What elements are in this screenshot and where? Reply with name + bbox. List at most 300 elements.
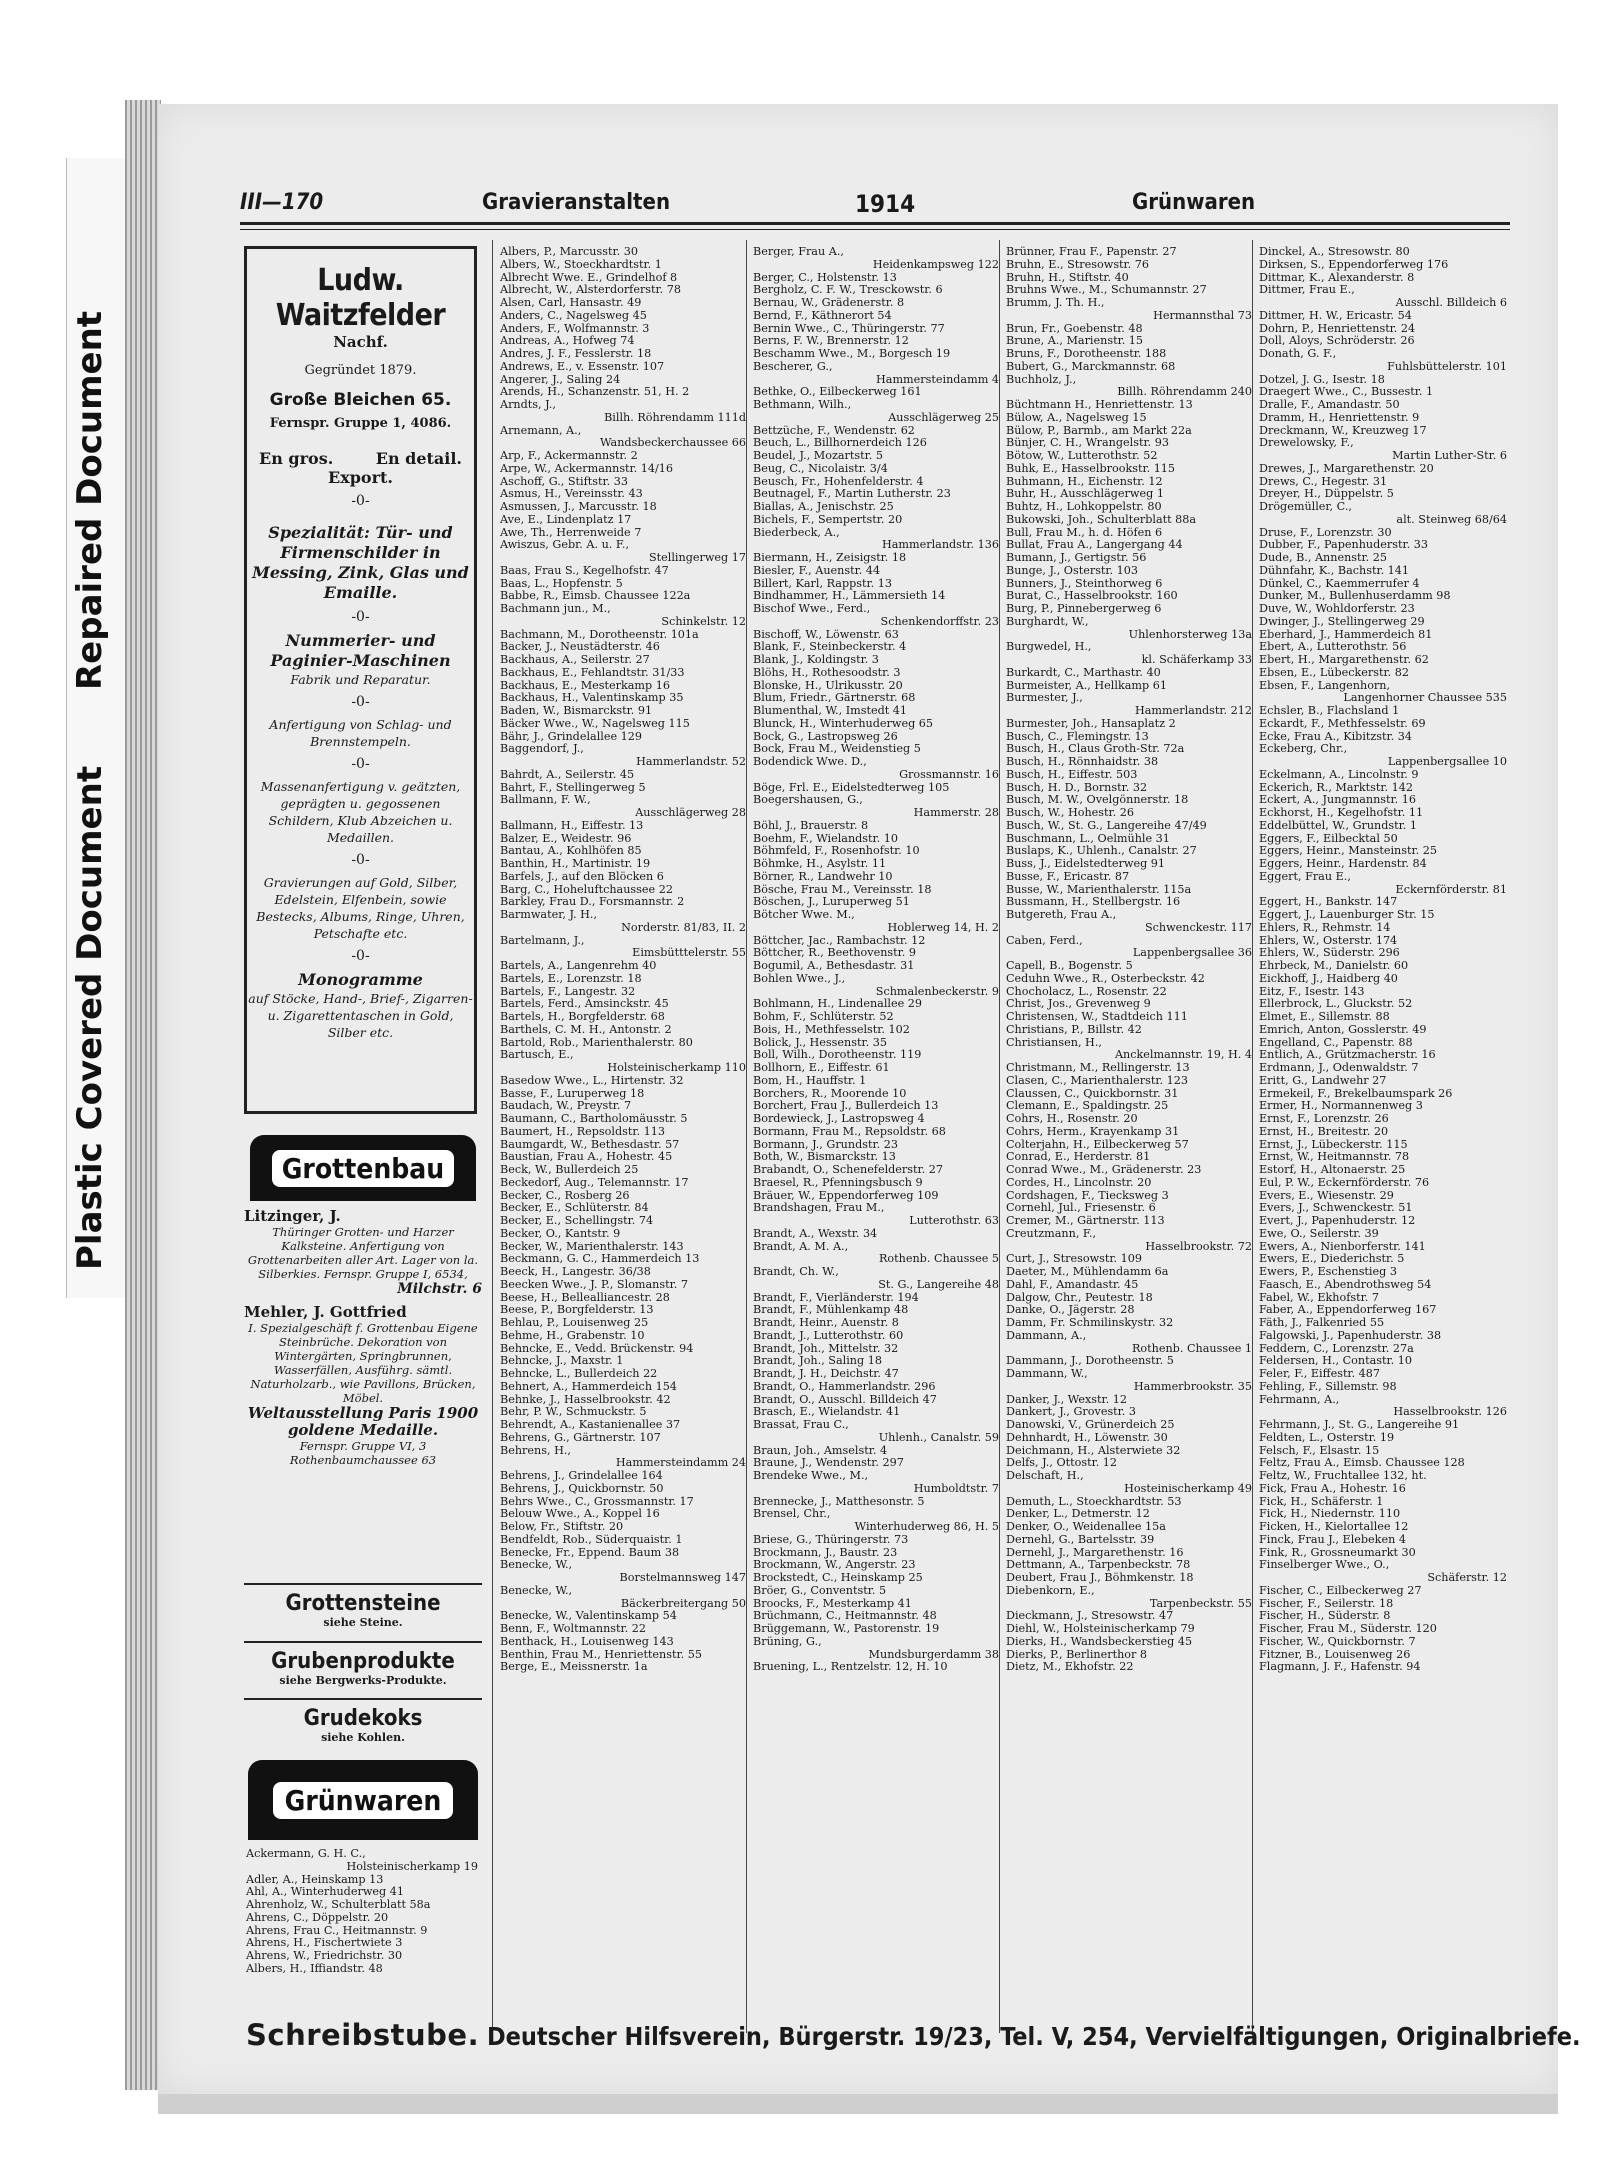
directory-entry: Burgwedel, H., [1006, 641, 1092, 654]
directory-entry: Fick, Frau A., Hohestr. 16 [1259, 1482, 1406, 1495]
directory-entry: Bormann, Frau M., Repsoldstr. 68 [753, 1125, 946, 1138]
directory-entry: Bruns, F., Dorotheenstr. 188 [1006, 348, 1167, 360]
directory-entry: Behrens, G., Gärtnerstr. 107 [500, 1431, 661, 1444]
grottenbau-firm-2: Mehler, J. Gottfried [244, 1303, 407, 1321]
directory-entry: Ebert, H., Margarethenstr. 62 [1259, 654, 1429, 666]
scan-edge [0, 50, 68, 2050]
directory-entry: Fischer, F., Seilerstr. 18 [1259, 1597, 1394, 1610]
directory-entry: Bindhammer, H., Lämmersieth 14 [753, 590, 946, 603]
directory-entry: Martin Luther-Str. 6 [1392, 450, 1507, 462]
directory-entry: Eggert, J., Lauenburger Str. 15 [1259, 909, 1435, 921]
directory-entry: Ahrens, W., Friedrichstr. 30 [246, 1950, 403, 1962]
directory-entry: Bäckerbreitergang 50 [620, 1597, 746, 1610]
directory-entry: Arp, F., Ackermannstr. 2 [500, 450, 638, 462]
directory-entry: Evers, J., Schwenckestr. 51 [1259, 1202, 1413, 1215]
directory-entry: Dirksen, S., Eppendorferweg 176 [1259, 258, 1449, 271]
directory-entry: Brünner, Frau F., Papenstr. 27 [1006, 246, 1177, 258]
directory-entry: Feltz, Frau A., Eimsb. Chaussee 128 [1259, 1457, 1465, 1470]
directory-entry: Cornehl, Jul., Friesenstr. 6 [1006, 1202, 1156, 1215]
directory-entry: Dittmer, H. W., Ericastr. 54 [1259, 309, 1412, 322]
directory-entry: Dotzel, J. G., Isestr. 18 [1259, 373, 1385, 386]
directory-entry: Brandt, Heinr., Auenstr. 8 [753, 1317, 899, 1329]
directory-entry: Dinckel, A., Stresowstr. 80 [1259, 246, 1410, 258]
directory-entry: Delschaft, H., [1006, 1470, 1084, 1482]
directory-entry: Ermekeil, F., Brekelbaumspark 26 [1259, 1087, 1453, 1100]
directory-entry: Dettmann, A., Tarpenbeckstr. 78 [1006, 1559, 1191, 1572]
directory-entry: Finck, Frau J., Elebeken 4 [1259, 1533, 1406, 1546]
directory-entry: Andres, J. F., Fesslerstr. 18 [500, 348, 652, 360]
directory-entry: Arpe, W., Ackermannstr. 14/16 [500, 462, 674, 475]
directory-entry: Hermannsthal 73 [1153, 309, 1252, 322]
directory-entry: Asmus, H., Vereinsstr. 43 [500, 488, 643, 501]
directory-entry: Behnert, A., Hammerdeich 154 [500, 1380, 677, 1393]
directory-entry: Cohrs, H., Rosenstr. 20 [1006, 1113, 1138, 1125]
directory-entry: Demuth, L., Stoeckhardtstr. 53 [1006, 1495, 1182, 1508]
notice-title: Grubenprodukte [271, 1649, 455, 1674]
directory-entry: Albrecht, W., Alsterdorferstr. 78 [500, 284, 681, 297]
directory-entry: Bumann, J., Gertigstr. 56 [1006, 552, 1147, 564]
directory-entry: Dreckmann, W., Kreuzweg 17 [1259, 424, 1427, 437]
directory-entry: Ebsen, F., Langenhorn, [1259, 679, 1391, 692]
directory-entry: Dühnfahr, K., Bachstr. 141 [1259, 564, 1410, 577]
directory-entry: Eckeberg, Chr., [1259, 743, 1348, 756]
directory-entry: Bormann, J., Grundstr. 23 [753, 1138, 898, 1151]
directory-entry: Albers, P., Marcusstr. 30 [500, 246, 638, 258]
gruenwaren-heading: Grünwaren [273, 1782, 454, 1819]
directory-entry: Brassat, Frau C., [753, 1419, 849, 1431]
directory-entry: Fick, H., Niedernstr. 110 [1259, 1508, 1401, 1521]
directory-entry: Clasen, C., Marienthalerstr. 123 [1006, 1074, 1188, 1087]
directory-entry: Hammersteindamm 4 [876, 373, 999, 386]
directory-entry: Dammann, W., [1006, 1368, 1088, 1380]
directory-entry: Echsler, B., Flachsland 1 [1259, 705, 1400, 717]
directory-entry: Ernst, H., Breitestr. 20 [1259, 1125, 1389, 1138]
directory-entry: Uhlenh., Canalstr. 59 [878, 1431, 999, 1444]
directory-entry: Billert, Karl, Rappstr. 13 [753, 577, 892, 590]
directory-entry: Buslaps, K., Uhlenh., Canalstr. 27 [1006, 845, 1197, 858]
directory-entry: Winterhuderweg 86, H. 5 [854, 1521, 999, 1533]
directory-entry: Baden, W., Bismarckstr. 91 [500, 705, 653, 717]
directory-entry: Brasch, E., Wielandstr. 41 [753, 1406, 901, 1419]
directory-entry: Emrich, Anton, Gosslerstr. 49 [1259, 1023, 1427, 1036]
directory-entry: Becker, O., Kantstr. 9 [500, 1227, 621, 1240]
directory-entry: Ehlers, R., Rehmstr. 14 [1259, 921, 1391, 934]
directory-entry: Bordewieck, J., Lastropsweg 4 [753, 1113, 925, 1125]
directory-entry: Fehrmann, A., [1259, 1393, 1340, 1406]
notice-ref: siehe Steine. [323, 1616, 403, 1629]
directory-entry: Dreyer, H., Düppelstr. 5 [1259, 488, 1394, 501]
directory-entry: Beckmann, G. C., Hammerdeich 13 [500, 1253, 700, 1266]
directory-entry: Ellerbrock, L., Gluckstr. 52 [1259, 998, 1413, 1011]
directory-entry: Ackermann, G. H. C., [246, 1848, 366, 1860]
directory-entry: Brandt, J., Lutterothstr. 60 [753, 1329, 904, 1342]
grottenbau-heading: Grottenbau [272, 1150, 455, 1187]
directory-entry: Ballmann, F. W., [500, 794, 591, 807]
directory-entry: Bernin Wwe., C., Thüringerstr. 77 [753, 322, 945, 335]
directory-entry: Hoblerweg 14, H. 2 [887, 921, 999, 934]
directory-entry: Buhk, E., Hasselbrookstr. 115 [1006, 462, 1176, 475]
directory-entry: Basse, F., Luruperweg 18 [500, 1087, 645, 1100]
directory-entry: Behncke, L., Bullerdeich 22 [500, 1368, 658, 1380]
directory-entry: Becker, E., Schellingstr. 74 [500, 1215, 654, 1227]
directory-entry: Billh. Röhrendamm 111d [604, 411, 746, 424]
directory-entry: Ehlers, W., Osterstr. 174 [1259, 934, 1398, 947]
directory-entry: Uhlenhorsterweg 13a [1128, 628, 1252, 641]
directory-entry: Bubert, G., Marckmannstr. 68 [1006, 360, 1176, 373]
directory-entry: Feddern, C., Lorenzstr. 27a [1259, 1342, 1414, 1355]
ad-divider: -0- [351, 609, 370, 625]
directory-entry: Baas, Frau S., Kegelhofstr. 47 [500, 564, 669, 577]
directory-entry: Dammann, A., [1006, 1329, 1087, 1342]
ad-divider: -0- [351, 694, 370, 710]
directory-entry: Albers, H., Iffiandstr. 48 [246, 1962, 383, 1975]
directory-entry: Dalgow, Chr., Peutestr. 18 [1006, 1291, 1153, 1304]
ad-specialty: Spezialität: Tür- und Firmenschilder in Messing, Zink, Glas und Emaille. [252, 523, 469, 602]
directory-entry: Biesler, F., Auenstr. 44 [753, 564, 881, 577]
directory-entry: Arndts, J., [500, 399, 556, 411]
directory-entry: Eggert, H., Bankstr. 147 [1259, 896, 1398, 909]
directory-entry: Deubert, Frau J., Böhmkenstr. 18 [1006, 1572, 1194, 1584]
directory-entry: Creutzmann, F., [1006, 1227, 1097, 1240]
directory-entry: Brendeke Wwe., M., [753, 1470, 869, 1482]
directory-entry: Buchholz, J., [1006, 373, 1077, 386]
directory-entry: Eimsbütttelerstr. 55 [632, 947, 746, 960]
directory-entry: Bukowski, Joh., Schulterblatt 88a [1006, 513, 1197, 526]
directory-entry: Böhmke, H., Asylstr. 11 [753, 858, 887, 870]
directory-entry: Bräuer, W., Eppendorferweg 109 [753, 1189, 939, 1202]
directory-entry: Eickhoff, J., Haidberg 40 [1259, 972, 1398, 985]
directory-entry: Bull, Frau M., h. d. Höfen 6 [1006, 526, 1163, 539]
directory-entry: Lappenbergsallee 36 [1132, 947, 1252, 960]
directory-entry: Eggers, F., Eilbecktal 50 [1259, 832, 1398, 845]
directory-entry: Ewers, P., Eschenstieg 3 [1259, 1266, 1397, 1278]
directory-entry: Finselberger Wwe., O., [1259, 1559, 1390, 1572]
directory-entry: Barfels, J., auf den Blöcken 6 [500, 870, 664, 883]
directory-entry: Bom, H., Hauffstr. 1 [753, 1074, 867, 1087]
directory-entry: Bachmann, M., Dorotheenstr. 101a [500, 628, 699, 641]
ad-monograms: Monogramme [298, 970, 423, 989]
directory-entry: Cordshagen, F., Tiecksweg 3 [1006, 1189, 1169, 1202]
directory-entry: Holsteinischerkamp 19 [346, 1860, 478, 1873]
directory-entry: Stellingerweg 17 [648, 552, 746, 564]
directory-entry: Bantau, A., Kohlhöfen 85 [500, 845, 642, 858]
directory-entry: Büchtmann H., Henriettenstr. 13 [1006, 399, 1193, 411]
directory-entry: Böhl, J., Brauerstr. 8 [753, 819, 869, 832]
directory-entry: Bösche, Frau M., Vereinsstr. 18 [753, 883, 932, 896]
directory-entry: Ahl, A., Winterhuderweg 41 [246, 1886, 404, 1899]
directory-entry: Brockmann, J., Baustr. 23 [753, 1546, 898, 1559]
ad-phone: Fernspr. Gruppe 1, 4086. [269, 416, 452, 431]
directory-entry: Börner, R., Landwehr 10 [753, 870, 893, 883]
directory-entry: Bünjer, C. H., Wrangelstr. 93 [1006, 437, 1169, 450]
ad-founded: Gegründet 1879. [304, 363, 417, 378]
directory-entry: Beese, H., Bellealliancestr. 28 [500, 1291, 670, 1304]
directory-entry: Ahrens, Frau C., Heitmannstr. 9 [246, 1924, 428, 1937]
directory-entry: Dernehl, J., Margarethenstr. 16 [1006, 1546, 1184, 1559]
directory-entry: Druse, F., Lorenzstr. 30 [1259, 526, 1392, 539]
directory-entry: Dunker, M., Bullenhuserdamm 98 [1259, 590, 1451, 603]
directory-entry: Barkley, Frau D., Forsmannstr. 2 [500, 896, 685, 909]
directory-entry: Bussmann, H., Stellbergstr. 16 [1006, 896, 1181, 909]
directory-entry: Conrad, E., Herderstr. 81 [1006, 1151, 1151, 1164]
directory-entry: Fehling, F., Sillemstr. 98 [1259, 1380, 1397, 1393]
grudekoks-notice [244, 1698, 482, 1744]
directory-entry: Eckhorst, H., Kegelhofstr. 11 [1259, 807, 1424, 819]
directory-entry: Beug, C., Nicolaistr. 3/4 [753, 462, 888, 475]
directory-entry: Claussen, C., Quickbornstr. 31 [1006, 1087, 1179, 1100]
page-bottom-shadow [158, 2094, 1558, 2114]
ad-mass-production: Massenanfertigung v. geätzten, geprägten u. gegossenen Schildern, Klub Abzeichen u. Medaillen. [260, 779, 461, 845]
directory-entry: Faber, A., Eppendorferweg 167 [1259, 1304, 1437, 1317]
directory-entry: Briese, G., Thüringerstr. 73 [753, 1533, 909, 1546]
directory-entry: Behrendt, A., Kastanienallee 37 [500, 1419, 681, 1431]
directory-entry: Ermer, H., Normannenweg 3 [1259, 1100, 1423, 1113]
directory-entry: Feler, F., Eiffestr. 487 [1259, 1368, 1381, 1380]
directory-entry: Anckelmannstr. 19, H. 4 [1114, 1049, 1252, 1062]
directory-entry: Buss, J., Eidelstedterweg 91 [1006, 858, 1166, 870]
directory-entry: Drewes, J., Margarethenstr. 20 [1259, 462, 1434, 475]
directory-entry: Awe, Th., Herrenweide 7 [500, 526, 642, 539]
directory-entry: Eckert, A., Jungmannstr. 16 [1259, 794, 1416, 807]
directory-entry: Eckelmann, A., Lincolnstr. 9 [1259, 768, 1419, 781]
directory-entry: Bernau, W., Grädenerstr. 8 [753, 297, 905, 309]
grottenbau-heading-box [250, 1135, 476, 1201]
directory-entry: Behrens, H., [500, 1444, 571, 1457]
directory-entry: Danker, J., Wexstr. 12 [1006, 1393, 1127, 1406]
directory-entry: Busch, C., Flemingstr. 13 [1006, 730, 1149, 743]
directory-entry: Blunck, H., Winterhuderweg 65 [753, 717, 934, 730]
directory-entry: Chocholacz, L., Rosenstr. 22 [1006, 985, 1167, 998]
directory-entry: Holsteinischerkamp 110 [607, 1062, 746, 1074]
directory-entry: Brandt, A., Wexstr. 34 [753, 1227, 878, 1240]
notice-title: Grudekoks [303, 1706, 423, 1731]
directory-entry: St. G., Langereihe 48 [878, 1278, 999, 1291]
directory-entry: Busch, H., Claus Groth-Str. 72a [1006, 743, 1185, 756]
directory-entry: Fischer, C., Eilbeckerweg 27 [1259, 1584, 1422, 1597]
directory-entry: Brüning, G., [753, 1635, 822, 1648]
directory-entry: Clemann, E., Spaldingstr. 25 [1006, 1100, 1169, 1113]
directory-entry: Backhaus, E., Fehlandtstr. 31/33 [500, 666, 685, 679]
directory-entry: Rothenb. Chaussee 1 [1132, 1342, 1252, 1355]
grottensteine-notice [244, 1583, 482, 1629]
directory-entry: Busch, W., Hohestr. 26 [1006, 807, 1134, 819]
grottenbau-firm-2-text: I. Spezialgeschäft f. Grottenbau Eigene Steinbrüche. Dekoration von Wintergärten, Springbrunnen, Wasserfällen, Ausführg. sämtl. Naturholzarb., wie Pavillons, Brücken, Möbel. [248, 1321, 478, 1405]
directory-entry: Brandt, Joh., Saling 18 [753, 1355, 882, 1368]
directory-entry: Drögemüller, C., [1259, 501, 1352, 513]
directory-entry: Beutnagel, F., Martin Lutherstr. 23 [753, 488, 951, 501]
directory-entry: Behnke, J., Hasselbrookstr. 42 [500, 1393, 671, 1406]
directory-entry: Ceduhn Wwe., R., Osterbeckstr. 42 [1006, 972, 1205, 985]
directory-entry: Beecken Wwe., J. P., Slomanstr. 7 [500, 1278, 688, 1291]
directory-entry: Arnemann, A., [500, 424, 582, 437]
footer-title: Schreibstube. [246, 2018, 480, 2052]
directory-entry: Borchers, R., Moorende 10 [753, 1087, 907, 1100]
directory-entry: Beck, W., Bullerdeich 25 [500, 1164, 639, 1176]
directory-entry: Danke, O., Jägerstr. 28 [1006, 1304, 1135, 1317]
directory-entry: Biermann, H., Zeisigstr. 18 [753, 552, 907, 564]
directory-entry: Ausschlägerweg 25 [888, 411, 999, 424]
directory-entry: Blonske, H., Ulrikusstr. 20 [753, 679, 903, 692]
directory-entry: Ebsen, E., Lübeckerstr. 82 [1259, 666, 1409, 679]
directory-entry: Dieckmann, J., Stresowstr. 47 [1006, 1610, 1174, 1623]
directory-entry: Eggers, Heinr., Hardenstr. 84 [1259, 858, 1427, 870]
directory-entry: Baggendorf, J., [500, 743, 584, 756]
directory-entry: Busse, W., Marienthalerstr. 115a [1006, 883, 1192, 896]
directory-entry: Backer, J., Neustädterstr. 46 [500, 641, 660, 654]
directory-entry: Berns, F. W., Brennerstr. 12 [753, 335, 909, 348]
ad-monogram-text: auf Stöcke, Hand-, Brief-, Zigarren- u. Zigarettentaschen in Gold, Silber etc. [248, 991, 473, 1040]
directory-entry: Schwenckestr. 117 [1144, 921, 1252, 934]
directory-entry: Dwinger, J., Stellingerweg 29 [1259, 615, 1425, 628]
directory-entry: Barg, C., Hoheluftchaussee 22 [500, 883, 673, 896]
directory-entry: Hammerstr. 28 [913, 807, 999, 819]
grottenbau-firm-1-text: Thüringer Grotten- und Harzer Kalksteine. Anfertigung von Grottenarbeiten aller Art. Lager von la. Silberkies. Fernspr. Gruppe I, 6534, [247, 1225, 479, 1281]
directory-entry: Hammerlandstr. 52 [636, 756, 746, 768]
directory-entry: Hammerbrookstr. 35 [1133, 1380, 1252, 1393]
directory-entry: Behr, P. W., Schmuckstr. 5 [500, 1406, 647, 1419]
directory-entry: Belouw Wwe., A., Koppel 16 [500, 1508, 660, 1521]
directory-entry: Dramm, H., Henriettenstr. 9 [1259, 411, 1420, 424]
directory-entry: Capell, B., Bogenstr. 5 [1006, 960, 1133, 972]
grottenbau-award: Weltausstellung Paris 1900 goldene Medaille. [247, 1404, 479, 1439]
directory-entry: Bötow, W., Lutterothstr. 52 [1006, 450, 1158, 462]
directory-entry: Benecke, W., [500, 1584, 573, 1597]
directory-entry: Christ, Jos., Grevenweg 9 [1006, 998, 1151, 1011]
directory-entry: Buhr, H., Ausschlägerweg 1 [1006, 488, 1164, 501]
directory-entry: Berger, Frau A., [753, 246, 844, 258]
directory-entry: Backhaus, A., Seilerstr. 27 [500, 654, 650, 666]
ad-engraving: Gravierungen auf Gold, Silber, Edelstein, Elfenbein, sowie Bestecks, Albums, Ringe, Uhren, Petschafte etc. [256, 875, 465, 941]
directory-entry: Dubber, F., Papenhuderstr. 33 [1259, 539, 1428, 552]
directory-entry: Boehm, F., Wielandstr. 10 [753, 832, 899, 845]
directory-entry: Ewers, A., Nienborferstr. 141 [1259, 1240, 1426, 1253]
gruenwaren-heading-box [248, 1760, 478, 1840]
directory-entry: Eitz, F., Isestr. 143 [1259, 985, 1365, 998]
directory-entry: Bichels, F., Sempertstr. 20 [753, 513, 903, 526]
directory-entry: Ernst, F., Lorenzstr. 26 [1259, 1113, 1389, 1125]
directory-entry: Busse, F., Ericastr. 87 [1006, 870, 1130, 883]
directory-entry: Baustian, Frau A., Hohestr. 45 [500, 1151, 673, 1164]
directory-entry: Buschmann, L., Oelmühle 31 [1006, 832, 1170, 845]
directory-entry: Bartels, E., Lorenzstr. 18 [500, 972, 642, 985]
directory-entry: Bartelmann, J., [500, 934, 585, 947]
directory-entry: Brennecke, J., Matthesonstr. 5 [753, 1495, 925, 1508]
directory-entry: Benthack, H., Louisenweg 143 [500, 1635, 674, 1648]
directory-entry: Anders, F., Wolfmannstr. 3 [500, 322, 650, 335]
directory-entry: Bartusch, E., [500, 1049, 574, 1062]
directory-entry: Bartels, H., Borgfelderstr. 68 [500, 1011, 665, 1023]
directory-entry: Dude, B., Annenstr. 25 [1259, 552, 1387, 564]
directory-entry: Fitzner, B., Louisenweg 26 [1259, 1648, 1411, 1661]
directory-entry: Burg, P., Pinnebergerweg 6 [1006, 603, 1162, 615]
directory-entry: Busch, H., Eiffestr. 503 [1006, 768, 1138, 781]
directory-entry: Bollhorn, E., Eiffestr. 61 [753, 1062, 890, 1074]
directory-entry: Ernst, W., Heitmannstr. 78 [1259, 1151, 1410, 1164]
directory-entry: Benecke, W., Valentinskamp 54 [500, 1610, 677, 1623]
directory-entry: alt. Steinweg 68/64 [1396, 513, 1507, 526]
directory-entry: Ecke, Frau A., Kibitzstr. 34 [1259, 730, 1413, 743]
footer-text: Deutscher Hilfsverein, Bürgerstr. 19/23, Tel. V, 254, Vervielfältigungen, Originalbriefe. [486, 2022, 1581, 2051]
directory-entry: Anders, C., Nagelsweg 45 [500, 309, 647, 322]
directory-entry: Schenkendorffstr. 23 [880, 615, 999, 628]
directory-entry: Felsch, F., Elsastr. 15 [1259, 1444, 1380, 1457]
directory-entry: Brockmann, W., Angerstr. 23 [753, 1559, 916, 1572]
directory-entry: Ave, E., Lindenplatz 17 [500, 513, 632, 526]
directory-entry: Ahrens, C., Döppelstr. 20 [246, 1911, 389, 1924]
grubenprodukte-notice [244, 1641, 482, 1687]
directory-entry: Biallas, A., Jenischstr. 25 [753, 501, 894, 513]
directory-entry: Deichmann, H., Alsterwiete 32 [1006, 1444, 1181, 1457]
directory-entry: Fischer, W., Quickbornstr. 7 [1259, 1635, 1416, 1648]
directory-entry: Schmalenbeckerstr. 9 [875, 985, 999, 998]
directory-entry: Backhaus, H., Valentinskamp 35 [500, 692, 684, 705]
directory-entry: Barmwater, J. H., [500, 909, 598, 921]
directory-column-5 [1259, 246, 1511, 1674]
directory-entry: Dralle, F., Amandastr. 50 [1259, 399, 1400, 411]
directory-entry: Bachmann jun., M., [500, 603, 611, 615]
directory-entry: Hammerlandstr. 136 [881, 539, 999, 552]
directory-entry: Eggers, Heinr., Mansteinstr. 25 [1259, 845, 1437, 858]
directory-entry: Denker, O., Weidenallee 15a [1006, 1521, 1166, 1533]
directory-entry: Balzer, E., Weidestr. 96 [500, 832, 632, 845]
directory-entry: Dehnhardt, H., Löwenstr. 30 [1006, 1431, 1168, 1444]
directory-entry: Ausschlägerweg 28 [635, 807, 746, 819]
directory-entry: Bartels, F., Langestr. 32 [500, 985, 636, 998]
directory-entry: Brandshagen, Frau M., [753, 1202, 885, 1215]
directory-entry: Blumenthal, W., Imstedt 41 [753, 705, 908, 717]
directory-entry: Eggert, Frau E., [1259, 870, 1351, 883]
directory-entry: Dohrn, P., Henriettenstr. 24 [1259, 322, 1416, 335]
directory-entry: Banthin, H., Martinistr. 19 [500, 858, 651, 870]
directory-entry: Dünkel, C., Kaemmerrufer 4 [1259, 577, 1420, 590]
directory-entry: Behrs Wwe., C., Grossmannstr. 17 [500, 1495, 694, 1508]
ad-divider: -0- [351, 756, 370, 772]
directory-entry: Erdmann, J., Odenwaldstr. 7 [1259, 1062, 1419, 1074]
directory-entry: Beckedorf, Aug., Telemannstr. 17 [500, 1176, 689, 1189]
directory-entry: Flagmann, J. F., Hafenstr. 94 [1259, 1661, 1421, 1674]
directory-entry: Rothenb. Chaussee 5 [879, 1253, 999, 1266]
header-rule [240, 222, 1510, 225]
directory-entry: Broocks, F., Mesterkamp 41 [753, 1597, 912, 1610]
directory-entry: Blum, Friedr., Gärtnerstr. 68 [753, 692, 916, 705]
notice-ref: siehe Kohlen. [321, 1731, 405, 1744]
directory-entry: Ficken, H., Kielortallee 12 [1259, 1521, 1409, 1533]
directory-entry: Evers, E., Wiesenstr. 29 [1259, 1189, 1394, 1202]
directory-entry: Diebenkorn, E., [1006, 1584, 1095, 1597]
directory-column-4 [1006, 246, 1256, 1674]
directory-entry: Christians, P., Billstr. 42 [1006, 1023, 1142, 1036]
side-label-plastic: Plastic Covered Document [70, 765, 110, 1270]
column-divider [492, 240, 493, 2033]
directory-entry: Christensen, W., Stadtdeich 111 [1006, 1011, 1188, 1023]
directory-entry: Albrecht Wwe. E., Grindelhof 8 [500, 271, 678, 284]
directory-entry: Behme, H., Grabenstr. 10 [500, 1329, 645, 1342]
directory-entry: Baumert, H., Repsoldstr. 113 [500, 1125, 665, 1138]
directory-entry: Bäcker Wwe., W., Nagelsweg 115 [500, 717, 690, 730]
directory-entry: Behrens, J., Grindelallee 164 [500, 1470, 663, 1482]
directory-entry: Lutterothstr. 63 [909, 1215, 999, 1227]
directory-entry: Bähr, J., Grindelallee 129 [500, 730, 643, 743]
directory-entry: Mundsburgerdamm 38 [868, 1648, 999, 1661]
directory-entry: Blank, F., Steinbeckerstr. 4 [753, 641, 907, 654]
ad-divider: -0- [351, 493, 370, 509]
directory-entry: Heidenkampsweg 122 [872, 258, 999, 271]
directory-entry: Benthin, Frau M., Henriettenstr. 55 [500, 1648, 702, 1661]
directory-entry: Boll, Wilh., Dorotheenstr. 119 [753, 1049, 922, 1062]
directory-entry: Bolick, J., Hessenstr. 35 [753, 1036, 887, 1049]
directory-entry: Bahrt, F., Stellingerweg 5 [500, 781, 646, 794]
directory-entry: Faasch, E., Abendrothsweg 54 [1259, 1278, 1432, 1291]
